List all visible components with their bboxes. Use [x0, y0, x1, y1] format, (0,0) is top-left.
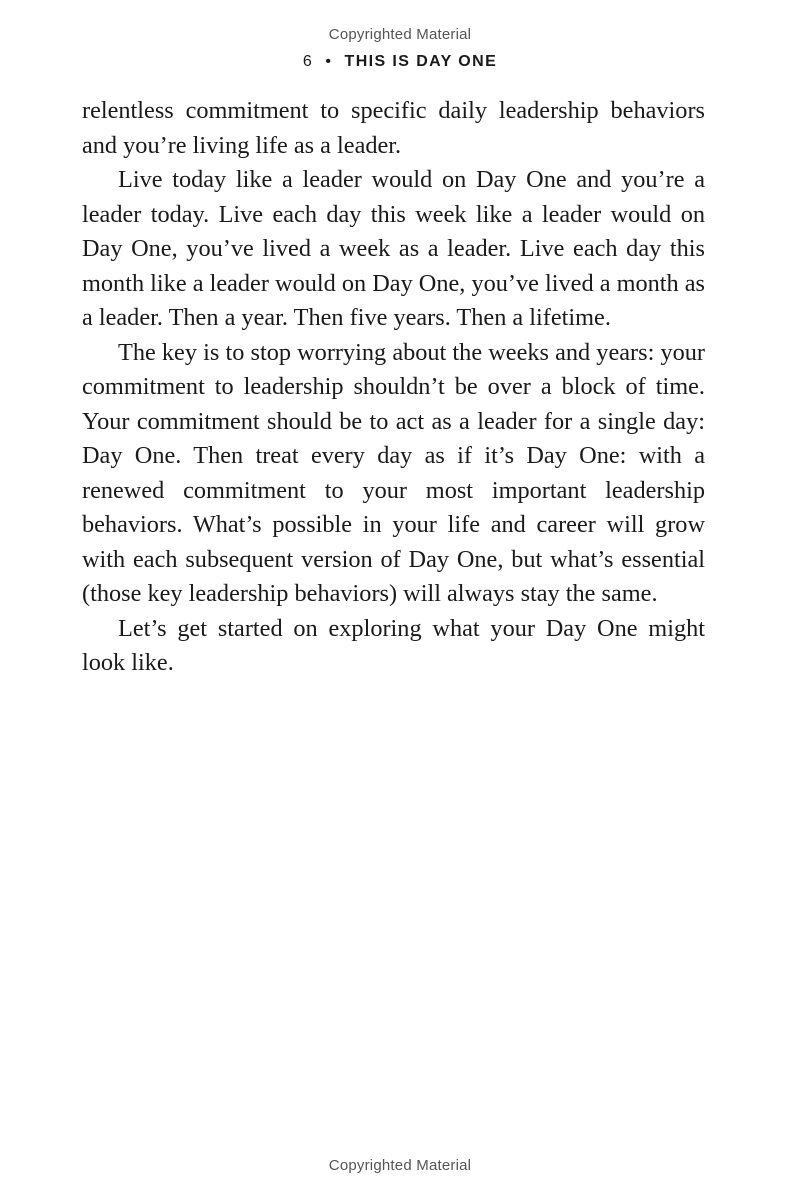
copyright-watermark-top: Copyrighted Material [328, 26, 472, 43]
paragraph-continued: relentless commitment to specific daily leadership behaviors and you’re living life as a leader. [82, 97, 705, 159]
page-number: 6 [302, 53, 314, 70]
copyright-watermark-bottom: Copyrighted Material [328, 1157, 472, 1174]
paragraph: The key is to stop worrying about the weeks and years: your commitment to leadership shouldn’t be over a block of time. Your commitment should be to act as a leader for a single day: Day One. Then treat every day as if it’s Day One: with a renewed commitment to your most important leadership behaviors. What’s possible in your life and career will grow with each subsequent version of Day One, but what’s essential (those key leadership behaviors) will always stay the same. [82, 338, 705, 607]
running-head-title: THIS IS DAY ONE [344, 53, 498, 70]
running-head [0, 53, 800, 71]
body-text [82, 94, 705, 681]
paragraph: Let’s get started on exploring what your Day One might look like. [82, 614, 705, 676]
running-head-separator: • [325, 53, 333, 70]
paragraph: Live today like a leader would on Day One and you’re a leader today. Live each day this week like a leader would on Day One, you’ve lived a week as a leader. Live each day this month like a leader would on Day One, you’ve lived a month as a leader. Then a year. Then five years. Then a lifetime. [82, 166, 705, 331]
